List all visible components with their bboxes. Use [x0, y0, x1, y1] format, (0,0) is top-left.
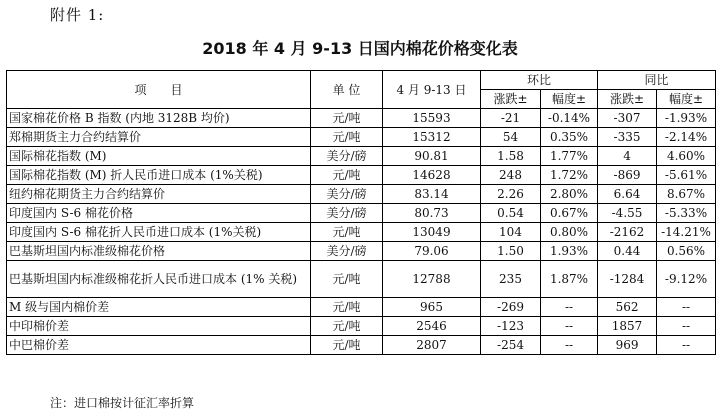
cell-value: 2546: [383, 317, 481, 336]
cell-item-name: M 级与国内棉价差: [7, 298, 311, 317]
cell-yoy-pct: -2.14%: [657, 128, 716, 147]
cell-mom-change: 104: [481, 223, 541, 242]
table-row: [7, 336, 716, 355]
cell-yoy-change: -2162: [598, 223, 657, 242]
table-row: [7, 223, 716, 242]
cell-mom-change: 1.58: [481, 147, 541, 166]
cell-mom-pct: --: [541, 298, 598, 317]
cell-item-name: 纽约棉花期货主力合约结算价: [7, 185, 311, 204]
footnote: 注：进口棉按计征汇率折算: [50, 396, 195, 410]
cell-value: 2807: [383, 336, 481, 355]
table-row: [7, 185, 716, 204]
cell-yoy-change: -1284: [598, 261, 657, 298]
cell-yoy-pct: --: [657, 336, 716, 355]
cell-yoy-change: -307: [598, 109, 657, 128]
cell-item-name: 国家棉花价格 B 指数 (内地 3128B 均价): [7, 109, 311, 128]
cell-unit: 元/吨: [311, 128, 383, 147]
cell-mom-pct: 0.35%: [541, 128, 598, 147]
header-mom-change: 涨跌±: [481, 90, 541, 109]
cell-yoy-pct: 8.67%: [657, 185, 716, 204]
cell-mom-pct: 1.72%: [541, 166, 598, 185]
cell-yoy-pct: --: [657, 317, 716, 336]
cell-value: 14628: [383, 166, 481, 185]
cell-mom-pct: 2.80%: [541, 185, 598, 204]
header-mom-group: 环比: [481, 71, 598, 90]
cell-unit: 美分/磅: [311, 242, 383, 261]
cell-yoy-change: 562: [598, 298, 657, 317]
cell-value: 80.73: [383, 204, 481, 223]
price-table: [6, 70, 716, 355]
cell-yoy-pct: 4.60%: [657, 147, 716, 166]
cell-yoy-change: -869: [598, 166, 657, 185]
cell-value: 15312: [383, 128, 481, 147]
cell-item-name: 印度国内 S-6 棉花折人民币进口成本 (1%关税): [7, 223, 311, 242]
cell-mom-change: 248: [481, 166, 541, 185]
cell-unit: 元/吨: [311, 298, 383, 317]
header-yoy-group: 同比: [598, 71, 716, 90]
cell-yoy-change: 1857: [598, 317, 657, 336]
table-row: [7, 109, 716, 128]
cell-value: 13049: [383, 223, 481, 242]
header-row-1: [7, 71, 716, 90]
cell-mom-pct: --: [541, 336, 598, 355]
cell-yoy-change: -4.55: [598, 204, 657, 223]
cell-yoy-pct: 0.56%: [657, 242, 716, 261]
cell-yoy-pct: -1.93%: [657, 109, 716, 128]
table-row: [7, 298, 716, 317]
cell-unit: 元/吨: [311, 109, 383, 128]
attachment-label: 附件 1:: [50, 6, 105, 24]
cell-value: 79.06: [383, 242, 481, 261]
cell-value: 12788: [383, 261, 481, 298]
cell-yoy-change: -335: [598, 128, 657, 147]
cell-item-name: 巴基斯坦国内标准级棉花折人民币进口成本 (1% 关税): [7, 261, 311, 298]
page-title: 2018 年 4 月 9-13 日国内棉花价格变化表: [202, 39, 518, 58]
cell-value: 15593: [383, 109, 481, 128]
cell-value: 90.81: [383, 147, 481, 166]
cell-unit: 元/吨: [311, 223, 383, 242]
table-row: [7, 317, 716, 336]
cell-mom-change: 0.54: [481, 204, 541, 223]
cell-value: 83.14: [383, 185, 481, 204]
cell-mom-pct: 1.87%: [541, 261, 598, 298]
cell-item-name: 印度国内 S-6 棉花价格: [7, 204, 311, 223]
cell-yoy-change: 6.64: [598, 185, 657, 204]
cell-mom-change: -254: [481, 336, 541, 355]
table-row: [7, 261, 716, 298]
cell-mom-pct: -0.14%: [541, 109, 598, 128]
cell-yoy-change: 969: [598, 336, 657, 355]
header-period: 4 月 9-13 日: [383, 71, 481, 109]
cell-mom-pct: 1.77%: [541, 147, 598, 166]
header-mom-range: 幅度±: [541, 90, 598, 109]
table-row: [7, 128, 716, 147]
cell-yoy-change: 4: [598, 147, 657, 166]
cell-mom-change: 54: [481, 128, 541, 147]
cell-item-name: 国际棉花指数 (M): [7, 147, 311, 166]
cell-item-name: 中巴棉价差: [7, 336, 311, 355]
cell-item-name: 巴基斯坦国内标准级棉花价格: [7, 242, 311, 261]
cell-yoy-change: 0.44: [598, 242, 657, 261]
cell-mom-change: 1.50: [481, 242, 541, 261]
header-yoy-change: 涨跌±: [598, 90, 657, 109]
table-row: [7, 166, 716, 185]
cell-yoy-pct: -9.12%: [657, 261, 716, 298]
cell-item-name: 中印棉价差: [7, 317, 311, 336]
cell-unit: 元/吨: [311, 166, 383, 185]
cell-value: 965: [383, 298, 481, 317]
cell-unit: 美分/磅: [311, 204, 383, 223]
cell-mom-change: -269: [481, 298, 541, 317]
cell-yoy-pct: -5.33%: [657, 204, 716, 223]
header-item: 项 目: [7, 71, 311, 109]
header-unit: 单 位: [311, 71, 383, 109]
cell-unit: 元/吨: [311, 317, 383, 336]
cell-mom-pct: --: [541, 317, 598, 336]
cell-mom-change: -21: [481, 109, 541, 128]
table-row: [7, 242, 716, 261]
cell-yoy-pct: -14.21%: [657, 223, 716, 242]
cell-unit: 美分/磅: [311, 185, 383, 204]
cell-mom-pct: 1.93%: [541, 242, 598, 261]
cell-mom-pct: 0.80%: [541, 223, 598, 242]
cell-mom-pct: 0.67%: [541, 204, 598, 223]
header-yoy-range: 幅度±: [657, 90, 716, 109]
cell-yoy-pct: -5.61%: [657, 166, 716, 185]
cell-unit: 元/吨: [311, 261, 383, 298]
cell-unit: 美分/磅: [311, 147, 383, 166]
cell-mom-change: -123: [481, 317, 541, 336]
cell-mom-change: 235: [481, 261, 541, 298]
cell-item-name: 郑棉期货主力合约结算价: [7, 128, 311, 147]
cell-yoy-pct: --: [657, 298, 716, 317]
cell-item-name: 国际棉花指数 (M) 折人民币进口成本 (1%关税): [7, 166, 311, 185]
cell-mom-change: 2.26: [481, 185, 541, 204]
table-row: [7, 147, 716, 166]
cell-unit: 元/吨: [311, 336, 383, 355]
table-row: [7, 204, 716, 223]
